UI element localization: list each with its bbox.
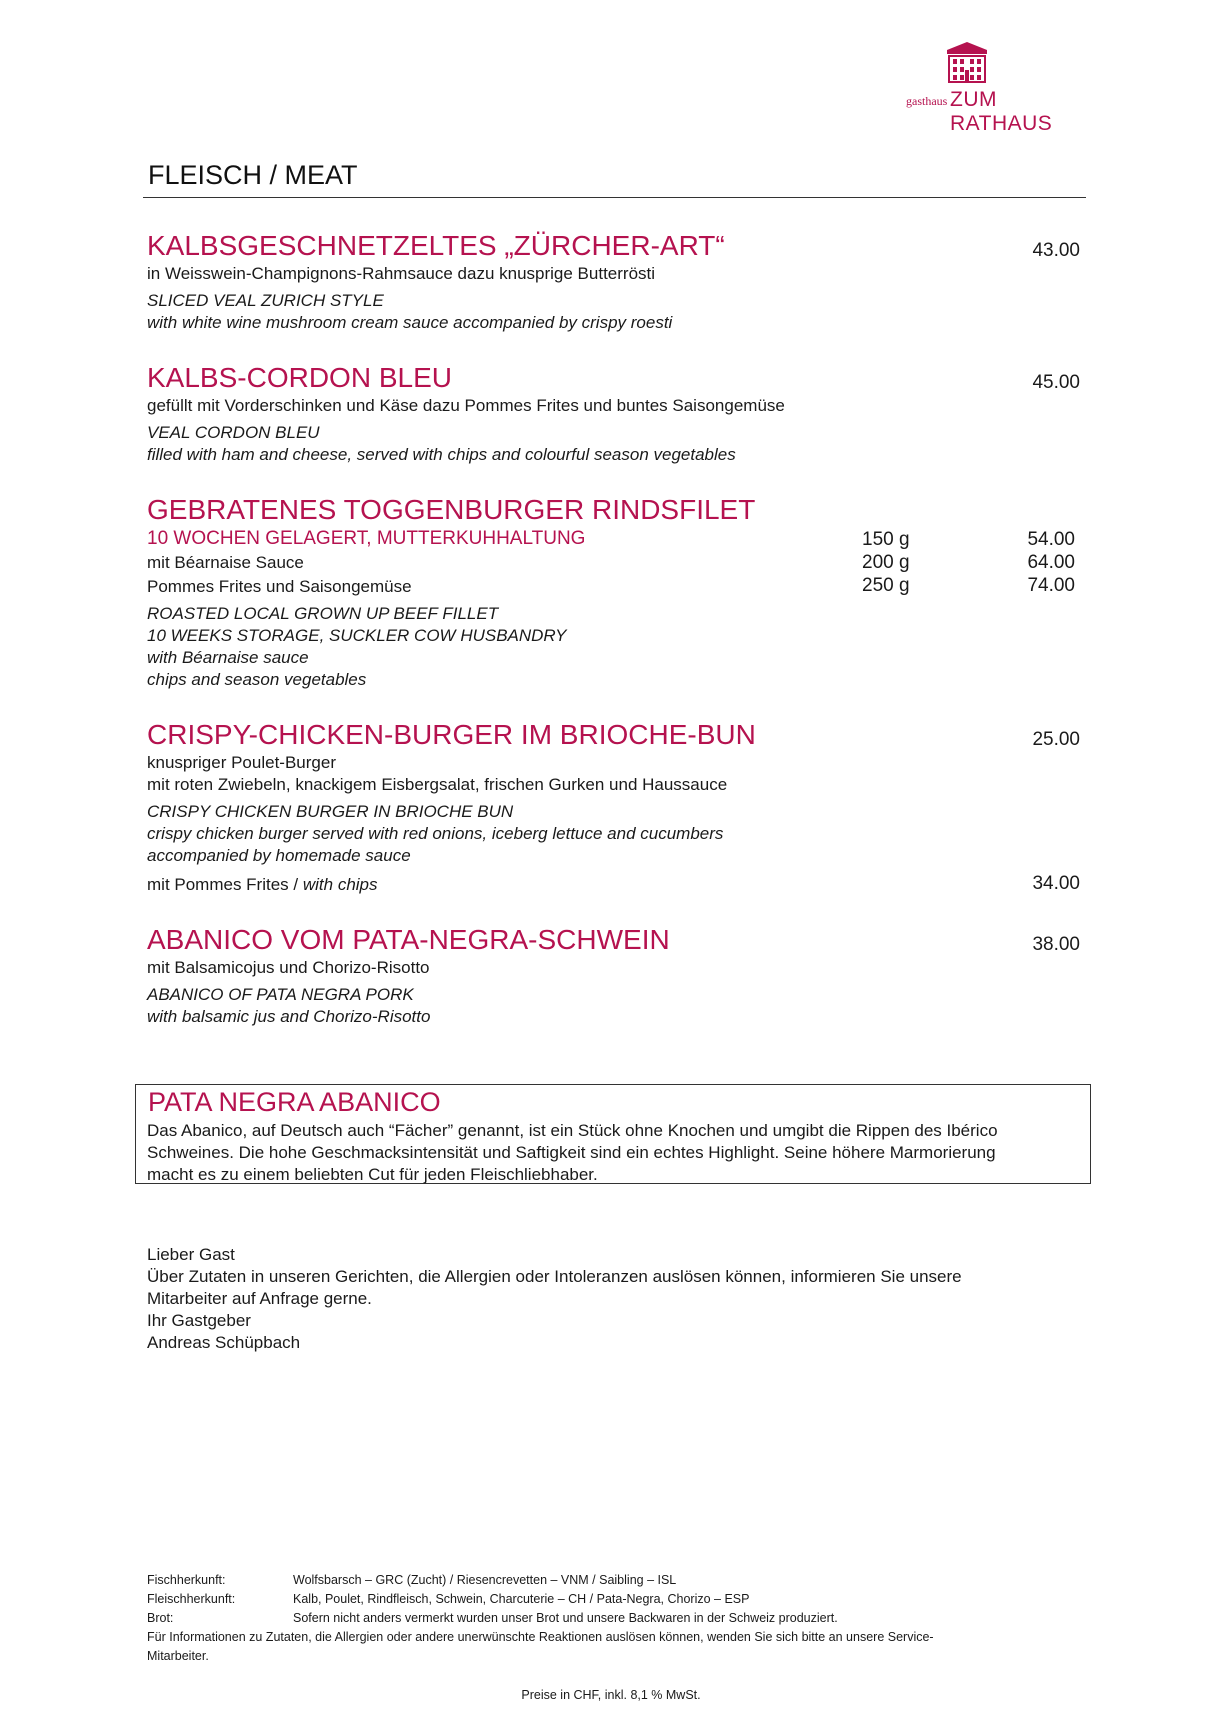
dish-description-en: with Béarnaise sauce bbox=[147, 648, 309, 667]
dish-description-en: with balsamic jus and Chorizo-Risotto bbox=[147, 1007, 431, 1026]
logo-small-text: gasthaus bbox=[906, 94, 948, 108]
dish-description-en: chips and season vegetables bbox=[147, 670, 367, 689]
info-box-text: Schweines. Die hohe Geschmacksintensität und Saftigkeit sind ein echtes Highlight. Seine höhere Marmorierung bbox=[147, 1143, 996, 1162]
portion-weight: 150 g bbox=[862, 529, 910, 550]
dish-description-en: 10 WEEKS STORAGE, SUCKLER COW HUSBANDRY bbox=[147, 626, 567, 645]
dish-description-en: accompanied by homemade sauce bbox=[147, 846, 411, 865]
footer-info: Für Informationen zu Zutaten, die Allergien oder andere unerwünschte Reaktionen auslösen können, wenden Sie sich bitte an unsere Service- bbox=[147, 1630, 934, 1644]
dish-description-de: knuspriger Poulet-Burger bbox=[147, 753, 336, 772]
dish-title: CRISPY-CHICKEN-BURGER IM BRIOCHE-BUN bbox=[147, 719, 756, 750]
restaurant-logo bbox=[898, 40, 1098, 135]
portion-price: 64.00 bbox=[1027, 552, 1075, 573]
dish-subtitle: 10 WOCHEN GELAGERT, MUTTERKUHHALTUNG bbox=[147, 528, 586, 549]
dish-title: ABANICO VOM PATA-NEGRA-SCHWEIN bbox=[147, 924, 670, 955]
footer-value: Sofern nicht anders vermerkt wurden unser Brot und unsere Backwaren in der Schweiz produziert. bbox=[293, 1611, 838, 1625]
info-box-text: Das Abanico, auf Deutsch auch “Fächer” genannt, ist ein Stück ohne Knochen und umgibt die Rippen des Ibérico bbox=[147, 1121, 998, 1140]
portion-weight: 250 g bbox=[862, 575, 910, 596]
extra-option-en: with chips bbox=[302, 875, 378, 894]
portion-price: 74.00 bbox=[1027, 575, 1075, 596]
dish-description-en: with white wine mushroom cream sauce accompanied by crispy roesti bbox=[147, 313, 673, 332]
dish-description-en: filled with ham and cheese, served with chips and colourful season vegetables bbox=[147, 445, 736, 464]
info-box-text: macht es zu einem beliebten Cut für jeden Fleischliebhaber. bbox=[147, 1165, 598, 1184]
notice-greeting: Lieber Gast bbox=[147, 1245, 235, 1264]
dish-price: 43.00 bbox=[1032, 240, 1080, 261]
dish-description-de: gefüllt mit Vorderschinken und Käse dazu Pommes Frites und buntes Saisongemüse bbox=[147, 396, 785, 415]
dish-title-en: VEAL CORDON BLEU bbox=[147, 423, 320, 442]
portion-price: 54.00 bbox=[1027, 529, 1075, 550]
dish-description-de: mit roten Zwiebeln, knackigem Eisbergsalat, frischen Gurken und Haussauce bbox=[147, 775, 728, 794]
dish-title: GEBRATENES TOGGENBURGER RINDSFILET bbox=[147, 494, 756, 525]
dish-title-en: ROASTED LOCAL GROWN UP BEEF FILLET bbox=[147, 604, 499, 623]
notice-signoff: Ihr Gastgeber bbox=[147, 1311, 251, 1330]
dish-description-de: Pommes Frites und Saisongemüse bbox=[147, 577, 412, 596]
dish-description-en: crispy chicken burger served with red onions, iceberg lettuce and cucumbers bbox=[147, 824, 724, 843]
footer-info: Mitarbeiter. bbox=[147, 1649, 209, 1663]
notice-text: Mitarbeiter auf Anfrage gerne. bbox=[147, 1289, 372, 1308]
dish-description-de: in Weisswein-Champignons-Rahmsauce dazu knusprige Butterrösti bbox=[147, 264, 656, 283]
logo-name: ZUM RATHAUS bbox=[950, 88, 1053, 135]
dish-title: KALBSGESCHNETZELTES „ZÜRCHER-ART“ bbox=[147, 230, 725, 261]
extra-option-de: mit Pommes Frites / bbox=[147, 875, 303, 894]
notice-host-name: Andreas Schüpbach bbox=[147, 1333, 301, 1352]
notice-text: Über Zutaten in unseren Gerichten, die Allergien oder Intoleranzen auslösen können, informieren Sie unsere bbox=[147, 1267, 962, 1286]
dish-title-en: SLICED VEAL ZURICH STYLE bbox=[147, 291, 384, 310]
dish-description-de: mit Béarnaise Sauce bbox=[147, 553, 304, 572]
prices-note: Preise in CHF, inkl. 8,1 % MwSt. bbox=[521, 1688, 701, 1702]
dish-extra-option bbox=[147, 875, 378, 895]
dish-title-en: CRISPY CHICKEN BURGER IN BRIOCHE BUN bbox=[147, 802, 514, 821]
footer-value: Kalb, Poulet, Rindfleisch, Schwein, Charcuterie – CH / Pata-Negra, Chorizo – ESP bbox=[293, 1592, 750, 1606]
title-divider bbox=[143, 197, 1086, 198]
footer-label: Fischherkunft: bbox=[147, 1573, 226, 1587]
info-box-title: PATA NEGRA ABANICO bbox=[148, 1087, 441, 1117]
footer-label: Brot: bbox=[147, 1611, 174, 1625]
dish-price: 25.00 bbox=[1032, 729, 1080, 750]
building-icon bbox=[941, 40, 993, 84]
portion-weight: 200 g bbox=[862, 552, 910, 573]
dish-price: 45.00 bbox=[1032, 372, 1080, 393]
section-title: FLEISCH / MEAT bbox=[148, 160, 358, 190]
extra-option-price: 34.00 bbox=[1032, 873, 1080, 894]
dish-title: KALBS-CORDON BLEU bbox=[147, 362, 452, 393]
footer-label: Fleischherkunft: bbox=[147, 1592, 236, 1606]
dish-description-de: mit Balsamicojus und Chorizo-Risotto bbox=[147, 958, 430, 977]
dish-title-en: ABANICO OF PATA NEGRA PORK bbox=[147, 985, 414, 1004]
dish-price: 38.00 bbox=[1032, 934, 1080, 955]
footer-value: Wolfsbarsch – GRC (Zucht) / Riesencrevetten – VNM / Saibling – ISL bbox=[293, 1573, 677, 1587]
